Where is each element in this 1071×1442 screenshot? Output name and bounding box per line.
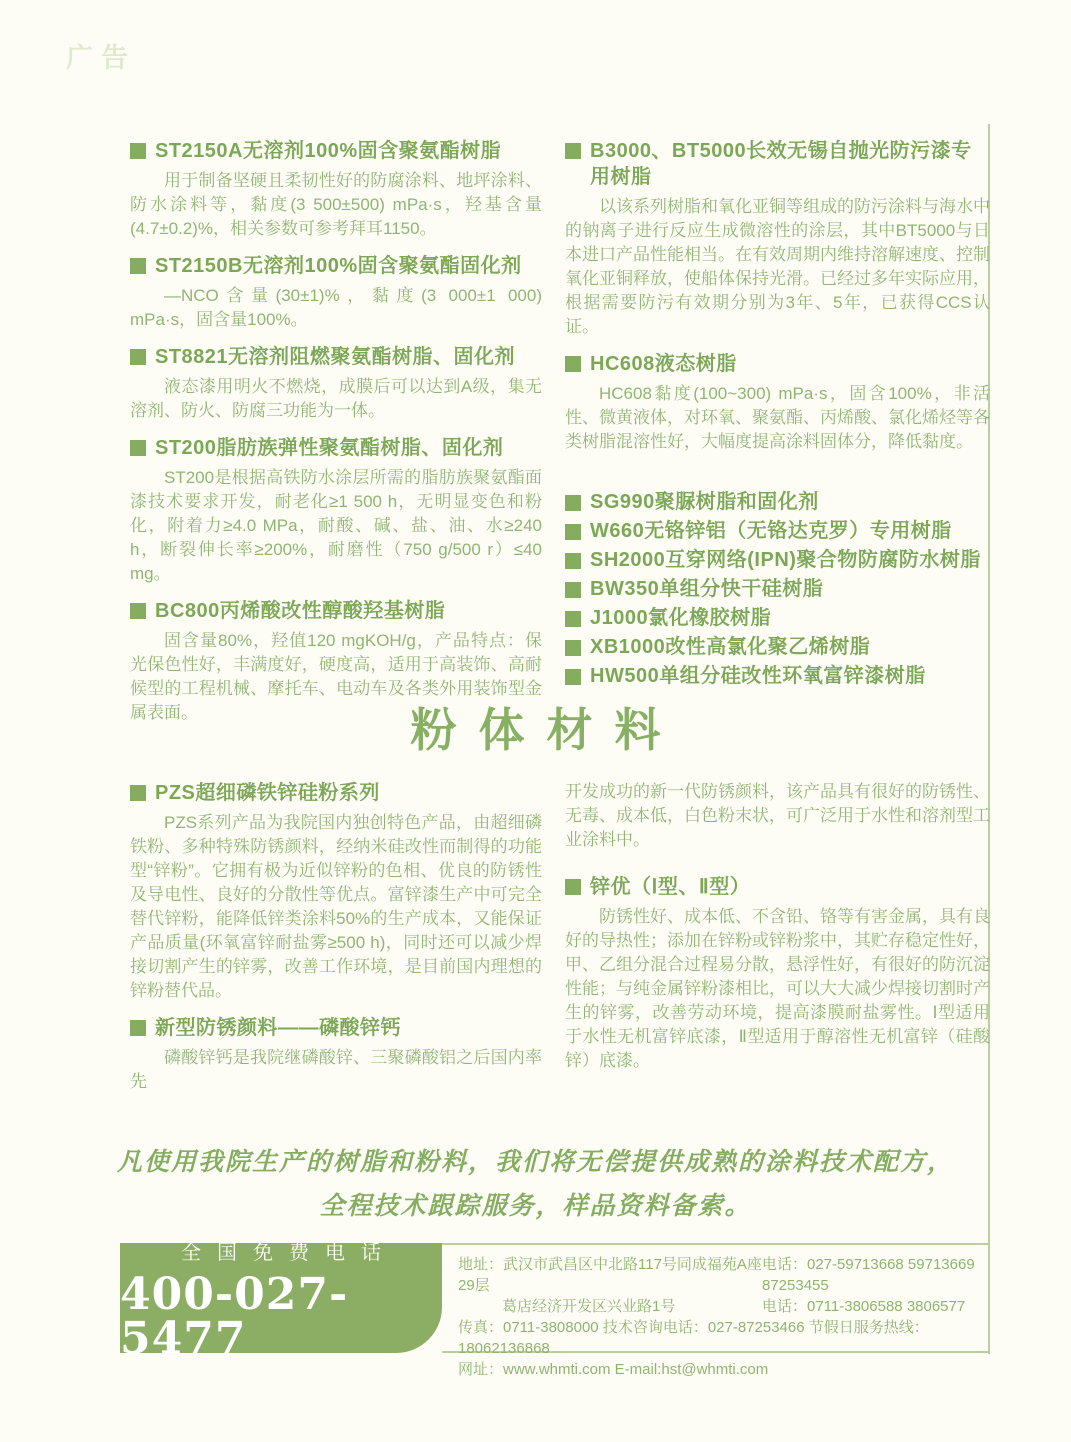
section-heading [130, 780, 542, 806]
product-list-item [565, 662, 990, 691]
product-list-item-text: W660无铬锌铝（无铬达克罗）专用树脂 [590, 520, 952, 542]
product-list-item [565, 633, 990, 662]
section-body: PZS系列产品为我院国内独创特色产品，由超细磷铁粉、多种特殊防锈颜料，经纳米硅改性而制得的功能型“锌粉”。它拥有极为近似锌粉的色相、优良的防锈性及导电性、良好的分散性等优点。富锌漆生产中可完全替代锌粉，能降低锌类涂料50%的生产成本，又能保证产品质量(环氧富锌耐盐雾≥500 h)，同时还可以减少焊接切割产生的锌雾，改善工作环境，是目前国内理想的锌粉替代品。 [130, 813, 542, 1000]
product-list-item [565, 517, 990, 546]
promise-line-1: 凡使用我院生产的树脂和粉料，我们将无偿提供成熟的涂料技术配方， [116, 1147, 954, 1176]
hotline-number: 400-027-5477 [120, 1268, 349, 1364]
bullet-square-icon [565, 879, 581, 895]
bullet-square-icon [565, 669, 581, 685]
bullet-square-icon [565, 640, 581, 656]
section-body: 用于制备坚硬且柔韧性好的防腐涂料、地坪涂料、防水涂料等，黏度(3 500±500) mPa·s，羟基含量(4.7±0.2)%，相关参数可参考拜耳1150。 [130, 171, 542, 238]
section-st2150a [130, 138, 542, 241]
product-list [565, 488, 990, 691]
powder-right-column [565, 780, 990, 1106]
section-heading-text: ST2150B无溶剂100%固含聚氨酯固化剂 [155, 255, 522, 277]
section-heading-text: ST8821无溶剂阻燃聚氨酯树脂、固化剂 [155, 346, 516, 368]
powder-materials-title: 粉体材料 [410, 704, 683, 756]
section-heading [130, 344, 542, 370]
product-list-item [565, 488, 990, 517]
contact-row-web [458, 1359, 982, 1380]
bullet-square-icon [565, 582, 581, 598]
contact-row-fax [458, 1317, 982, 1359]
powder-left-column [130, 780, 542, 1106]
product-list-item [565, 604, 990, 633]
bullet-square-icon [130, 603, 146, 619]
bullet-square-icon [565, 524, 581, 540]
hotline-label: 全国免费电话 [181, 1241, 397, 1264]
section-heading-text: 锌优（Ⅰ型、Ⅱ型） [590, 876, 751, 898]
resin-section-columns [130, 138, 990, 737]
phone-line-1: 电话：027-59713668 59713669 87253455 [762, 1256, 975, 1294]
resin-left-column [130, 138, 542, 737]
product-list-item-text: J1000氯化橡胶树脂 [590, 607, 772, 629]
product-list-item [565, 546, 990, 575]
powder-section-columns [130, 780, 990, 1106]
product-list-item [565, 575, 990, 604]
section-heading-text: HC608液态树脂 [590, 353, 737, 375]
section-st2150b [130, 253, 542, 332]
section-body: ST200是根据高铁防水涂层所需的脂肪族聚氨酯面漆技术要求开发，耐老化≥1 500 h，无明显变色和粉化，附着力≥4.0 MPa，耐酸、碱、盐、油、水≥240 h，断裂伸长率≥200%，耐磨性（750 g/500 r）≤40 mg。 [130, 468, 542, 583]
product-list-item-text: SG990聚脲树脂和固化剂 [590, 491, 819, 513]
contact-row-address-2 [458, 1296, 982, 1317]
section-heading [130, 138, 542, 164]
bullet-square-icon [565, 143, 581, 159]
section-heading [130, 435, 542, 461]
section-body: 固含量80%，羟值120 mgKOH/g，产品特点：保光保色性好，丰满度好，硬度高，适用于高装饰、高耐候型的工程机械、摩托车、电动车及各类外用装饰型金属表面。 [130, 631, 542, 722]
section-body: 以该系列树脂和氧化亚铜等组成的防污涂料与海水中的钠离子进行反应生成微溶性的涂层，其中BT5000与日本进口产品性能相当。在有效周期内维持溶解速度、控制氧化亚铜释放，使船体保持光滑。已经过多年实际应用，根据需要防污有效期分别为3年、5年，已获得CCS认证。 [565, 197, 990, 336]
web-line: 网址：www.whmti.com E-mail:hst@whmti.com [458, 1361, 769, 1378]
bullet-square-icon [565, 495, 581, 511]
resin-right-column [565, 138, 990, 737]
product-list-item-text: HW500单组分硅改性环氧富锌漆树脂 [590, 665, 926, 687]
bullet-square-icon [130, 785, 146, 801]
section-heading [565, 874, 990, 900]
product-list-item-text: XB1000改性高氯化聚乙烯树脂 [590, 636, 871, 658]
section-hc608 [565, 351, 990, 454]
bullet-square-icon [130, 143, 146, 159]
ad-corner-label: 广告 [66, 43, 136, 73]
bullet-square-icon [565, 356, 581, 372]
section-b3000-bt5000 [565, 138, 990, 339]
bullet-square-icon [130, 440, 146, 456]
section-body: HC608黏度(100~300) mPa·s，固含100%，非活性、微黄液体，对环氧、聚氨酯、丙烯酸、氯化烯烃等各类树脂混溶性好，大幅度提高涂料固体分，降低黏度。 [565, 384, 990, 451]
section-heading-text: 新型防锈颜料——磷酸锌钙 [155, 1017, 401, 1039]
footer-contact-bar [120, 1241, 988, 1378]
section-heading-text: BC800丙烯酸改性醇酸羟基树脂 [155, 600, 446, 622]
section-heading [130, 253, 542, 279]
bullet-square-icon [565, 611, 581, 627]
contact-details [442, 1243, 988, 1378]
fax-line: 传真：0711-3808000 技术咨询电话：027-87253466 节假日服务热线：18062136868 [458, 1319, 929, 1357]
section-heading-text: B3000、BT5000长效无锡自抛光防污漆专用树脂 [590, 140, 972, 188]
section-heading-text: PZS超细磷铁锌硅粉系列 [155, 782, 380, 804]
continuation-paragraph: 开发成功的新一代防锈颜料，该产品具有很好的防锈性、无毒、成本低，白色粉末状，可广泛用于水性和溶剂型工业涂料中。 [565, 782, 990, 849]
product-list-item-text: BW350单组分快干硅树脂 [590, 578, 824, 600]
section-heading-text: ST200脂肪族弹性聚氨酯树脂、固化剂 [155, 437, 504, 459]
bullet-square-icon [130, 1020, 146, 1036]
section-st8821 [130, 344, 542, 423]
promise-line-2: 全程技术跟踪服务，样品资料备索。 [319, 1191, 752, 1220]
section-body: 磷酸锌钙是我院继磷酸锌、三聚磷酸铝之后国内率先 [130, 1048, 542, 1091]
section-heading [130, 1015, 542, 1041]
section-pzs [130, 780, 542, 1003]
section-body: 液态漆用明火不燃烧，成膜后可以达到A级，集无溶剂、防火、防腐三功能为一体。 [130, 377, 542, 420]
bullet-square-icon [130, 258, 146, 274]
section-heading [565, 351, 990, 377]
section-heading [565, 138, 990, 190]
bullet-square-icon [565, 553, 581, 569]
address-line-2: 葛店经济开发区兴业路1号 [502, 1298, 676, 1315]
service-promise-banner [0, 1140, 1071, 1228]
bullet-square-icon [130, 349, 146, 365]
section-heading [130, 598, 542, 624]
product-list-item-text: SH2000互穿网络(IPN)聚合物防腐防水树脂 [590, 549, 981, 571]
section-body: —NCO含量(30±1)%，黏度(3 000±1 000) mPa·s，固含量100%。 [130, 286, 542, 329]
section-heading-text: ST2150A无溶剂100%固含聚氨酯树脂 [155, 140, 502, 162]
section-st200 [130, 435, 542, 586]
phone-line-2: 电话：0711-3806588 3806577 [762, 1298, 966, 1315]
section-zinc-calcium-phosphate [130, 1015, 542, 1094]
address-line-1: 地址：武汉市武昌区中北路117号同成福苑A座29层 [458, 1256, 762, 1294]
section-xinyou [565, 874, 990, 1073]
hotline-box [120, 1241, 442, 1364]
section-body: 防锈性好、成本低、不含铅、铬等有害金属，具有良好的导热性；添加在锌粉或锌粉浆中，其贮存稳定性好，甲、乙组分混合过程易分散，悬浮性好，有很好的防沉淀性能；与纯金属锌粉漆相比，可以大大减少焊接切割时产生的锌雾，改善劳动环境，提高漆膜耐盐雾性。Ⅰ型适用于水性无机富锌底漆，Ⅱ型适用于醇溶性无机富锌（硅酸锌）底漆。 [565, 907, 990, 1070]
contact-row-address-1 [458, 1254, 982, 1296]
